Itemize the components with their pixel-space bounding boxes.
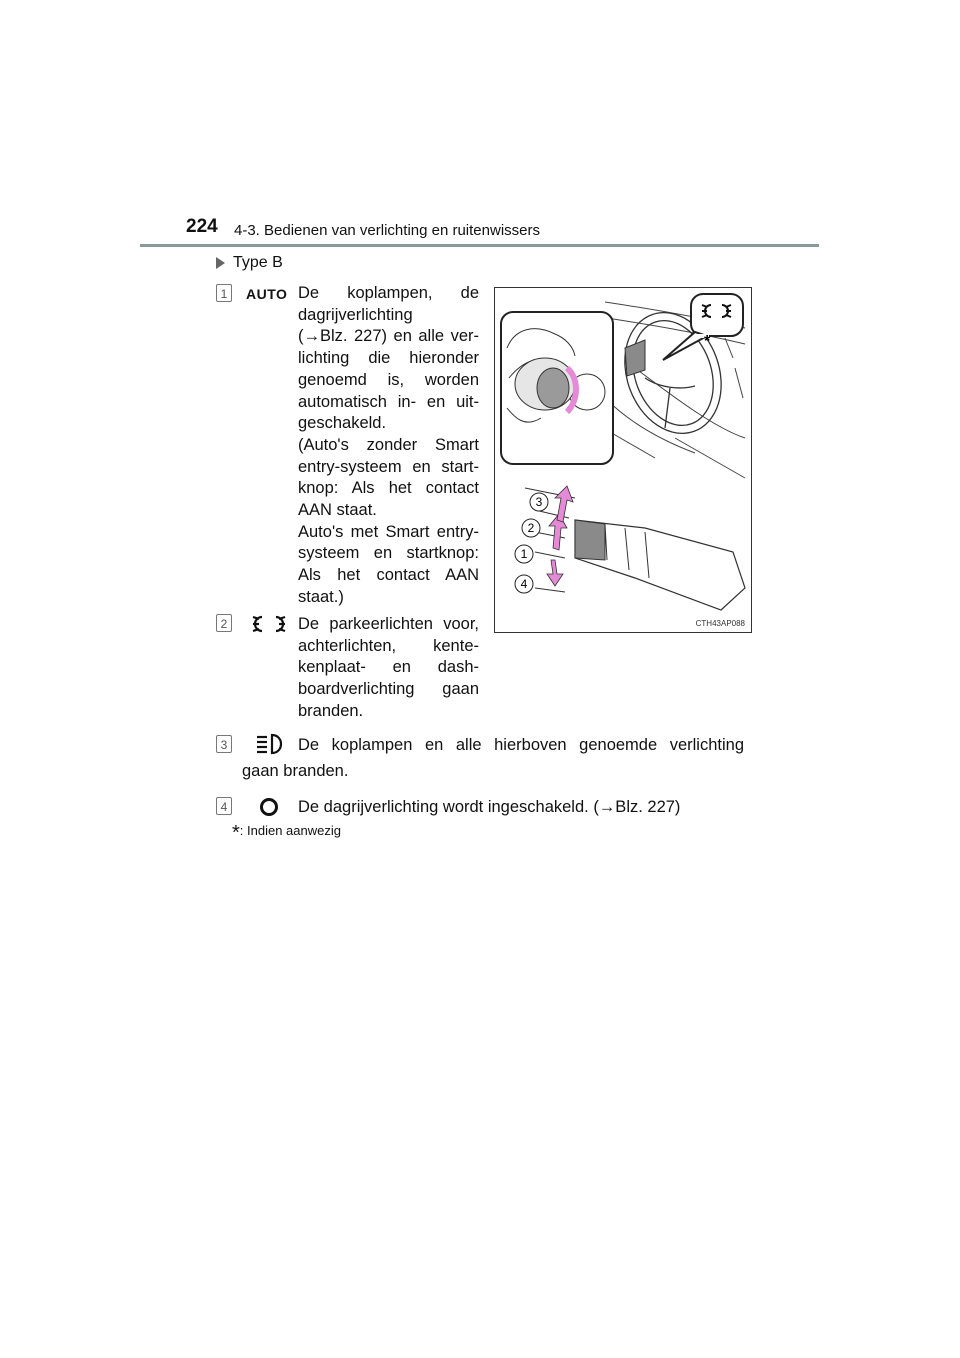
footnote-marker: *: [232, 822, 240, 844]
item-1-line: (Auto's zonder Smart: [298, 435, 479, 454]
footnote-text: : Indien aanwezig: [239, 823, 341, 838]
callout-3: 3: [535, 495, 543, 509]
item-2-line: De parkeerlichten voor,: [298, 615, 479, 633]
callout-1: 1: [520, 547, 528, 561]
item-3-description-line2: gaan branden.: [242, 762, 349, 780]
type-label-text: Type B: [233, 254, 283, 271]
parking-lights-icon: [252, 613, 286, 638]
item-1-line: knop: Als het contact: [298, 479, 479, 498]
item-1-line: lichting die hieronder: [298, 349, 479, 368]
item-1-line: dagrijverlichting: [298, 305, 413, 324]
item-1-line: AAN staat.: [298, 501, 377, 520]
drl-icon: [258, 796, 280, 821]
item-1-line: Auto's met Smart entry-: [298, 522, 479, 541]
item-2-number: 2: [216, 614, 232, 632]
item-2-description: [298, 614, 479, 723]
item-1-line: staat.): [298, 587, 344, 606]
item-1-line: automatisch in- en uit-: [298, 392, 479, 411]
header-rule: [140, 244, 819, 247]
item-1-line: (→Blz. 227) en alle ver-: [298, 327, 479, 346]
item-1-line: De koplampen, de: [298, 284, 479, 302]
light-switch-illustration: [494, 287, 752, 633]
item-4-number: 4: [216, 797, 232, 815]
callout-4: 4: [520, 577, 528, 591]
item-1-line: entry-systeem en start-: [298, 457, 479, 476]
triangle-bullet-icon: [216, 257, 225, 269]
callout-2: 2: [527, 521, 535, 535]
section-title: 4-3. Bedienen van verlichting en ruitenwissers: [234, 222, 540, 239]
type-label: [216, 254, 283, 272]
footnote: [232, 822, 341, 845]
item-2-line: kenplaat- en dash-: [298, 658, 479, 677]
item-4-description: De dagrijverlichting wordt ingeschakeld. (→Blz. 227): [298, 798, 681, 816]
item-3-description-line1: De koplampen en alle hierboven genoemde verlichting: [298, 736, 744, 754]
item-1-line: systeem en startknop:: [298, 544, 479, 563]
item-1-line: Als het contact AAN: [298, 566, 479, 585]
figure-asterisk: *: [704, 333, 711, 350]
item-2-line: branden.: [298, 701, 364, 720]
item-3-number: 3: [216, 735, 232, 753]
item-2-line: achterlichten, kente-: [298, 636, 479, 655]
auto-icon: AUTO: [246, 286, 288, 302]
item-2-line: boardverlichting gaan: [298, 680, 479, 699]
item-1-line: geschakeld.: [298, 414, 387, 433]
page-number: 224: [186, 216, 218, 237]
figure-code: CTH43AP088: [695, 619, 745, 628]
item-1-line: genoemd is, worden: [298, 370, 479, 389]
headlight-icon: [256, 733, 286, 758]
item-1-description: [298, 283, 479, 609]
item-1-number: 1: [216, 284, 232, 302]
